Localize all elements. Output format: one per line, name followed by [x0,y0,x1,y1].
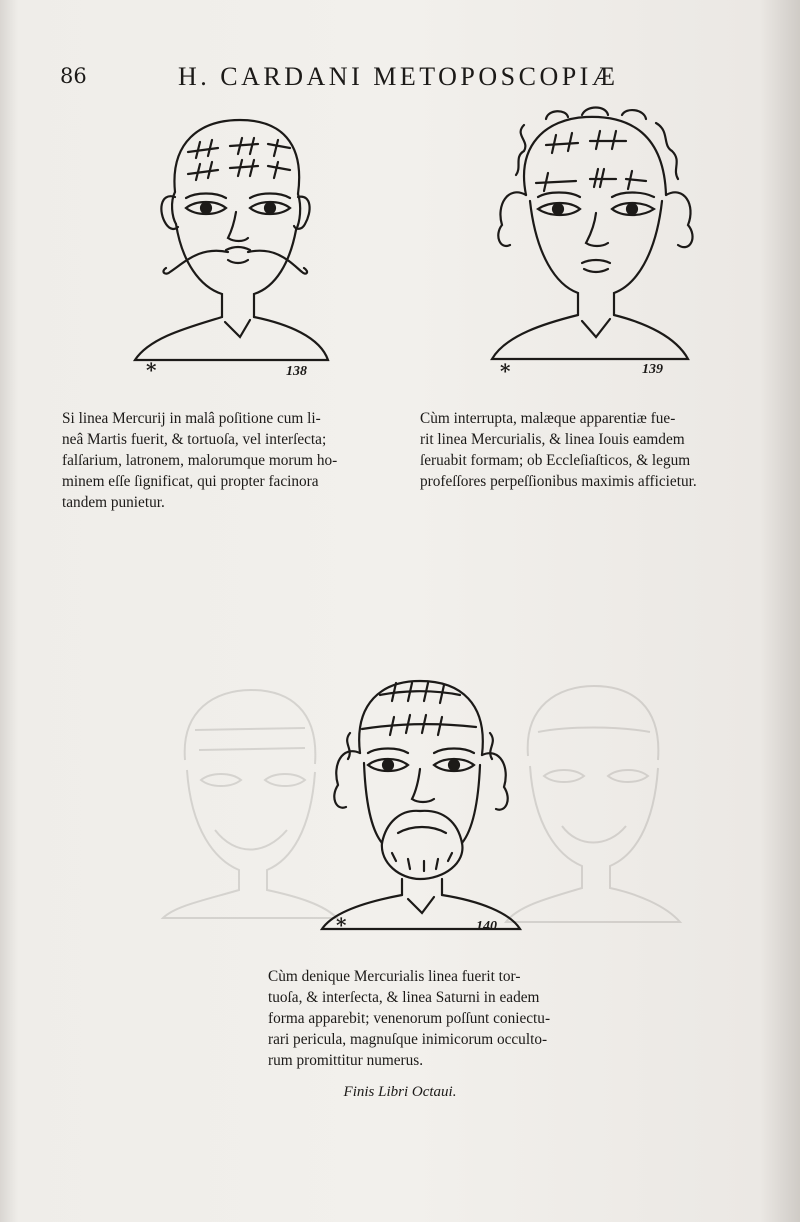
caption-line: minem eſſe ſignificat, qui propter facinora [62,473,319,490]
caption-line: falſarium, latronem, malorumque morum ho- [62,452,338,469]
caption-line: rum promittitur numerus. [268,1052,424,1069]
caption-line: neâ Martis fuerit, & tortuoſa, vel interſecta; [62,431,327,448]
caption-line: tandem punietur. [62,494,165,511]
plate-139-illustration [486,105,706,383]
caption-line: profeſſores perpeſſionibus maximis afficietur. [420,473,697,490]
caption-138 [62,408,402,513]
caption-line: rit linea Mercurialis, & linea Iouis eamdem [420,431,685,448]
caption-line: rari pericula, magnuſque inimicorum occulto- [268,1031,548,1048]
face-139-drawing [486,105,706,380]
caption-line: Cùm interrupta, malæque apparentiæ fue- [420,410,676,427]
face-138-drawing [130,112,350,380]
caption-line: forma apparebit; venenorum poſſunt coniectu- [268,1010,551,1027]
bleed-through-face-left [155,680,345,924]
plate-140-asterisk: * [336,913,347,937]
plate-138-illustration [130,112,350,380]
plate-139-asterisk: * [500,359,511,383]
plate-139-number: 139 [642,362,663,377]
finis-line: Finis Libri Octaui. [343,1084,457,1100]
page-header [0,62,800,98]
caption-line: tuoſa, & interſecta, & linea Saturni in eadem [268,989,540,1006]
caption-line: ſeruabit formam; ob Eccleſiaſticos, & legum [420,452,691,469]
bleed-through-face-right [498,676,688,930]
plate-140-number: 140 [476,919,497,934]
caption-line: Cùm denique Mercurialis linea fuerit tor- [268,968,521,985]
plate-138-number: 138 [286,364,307,379]
caption-140 [268,966,594,1071]
page-number: 86 [60,64,87,88]
face-140-drawing [320,673,525,938]
caption-line: Si linea Mercurij in malâ poſitione cum li- [62,410,321,427]
plate-138-asterisk: * [146,358,157,382]
caption-139 [420,408,758,492]
running-title: H. CARDANI METOPOSCOPIÆ [178,62,619,91]
plate-140-illustration [320,673,525,938]
